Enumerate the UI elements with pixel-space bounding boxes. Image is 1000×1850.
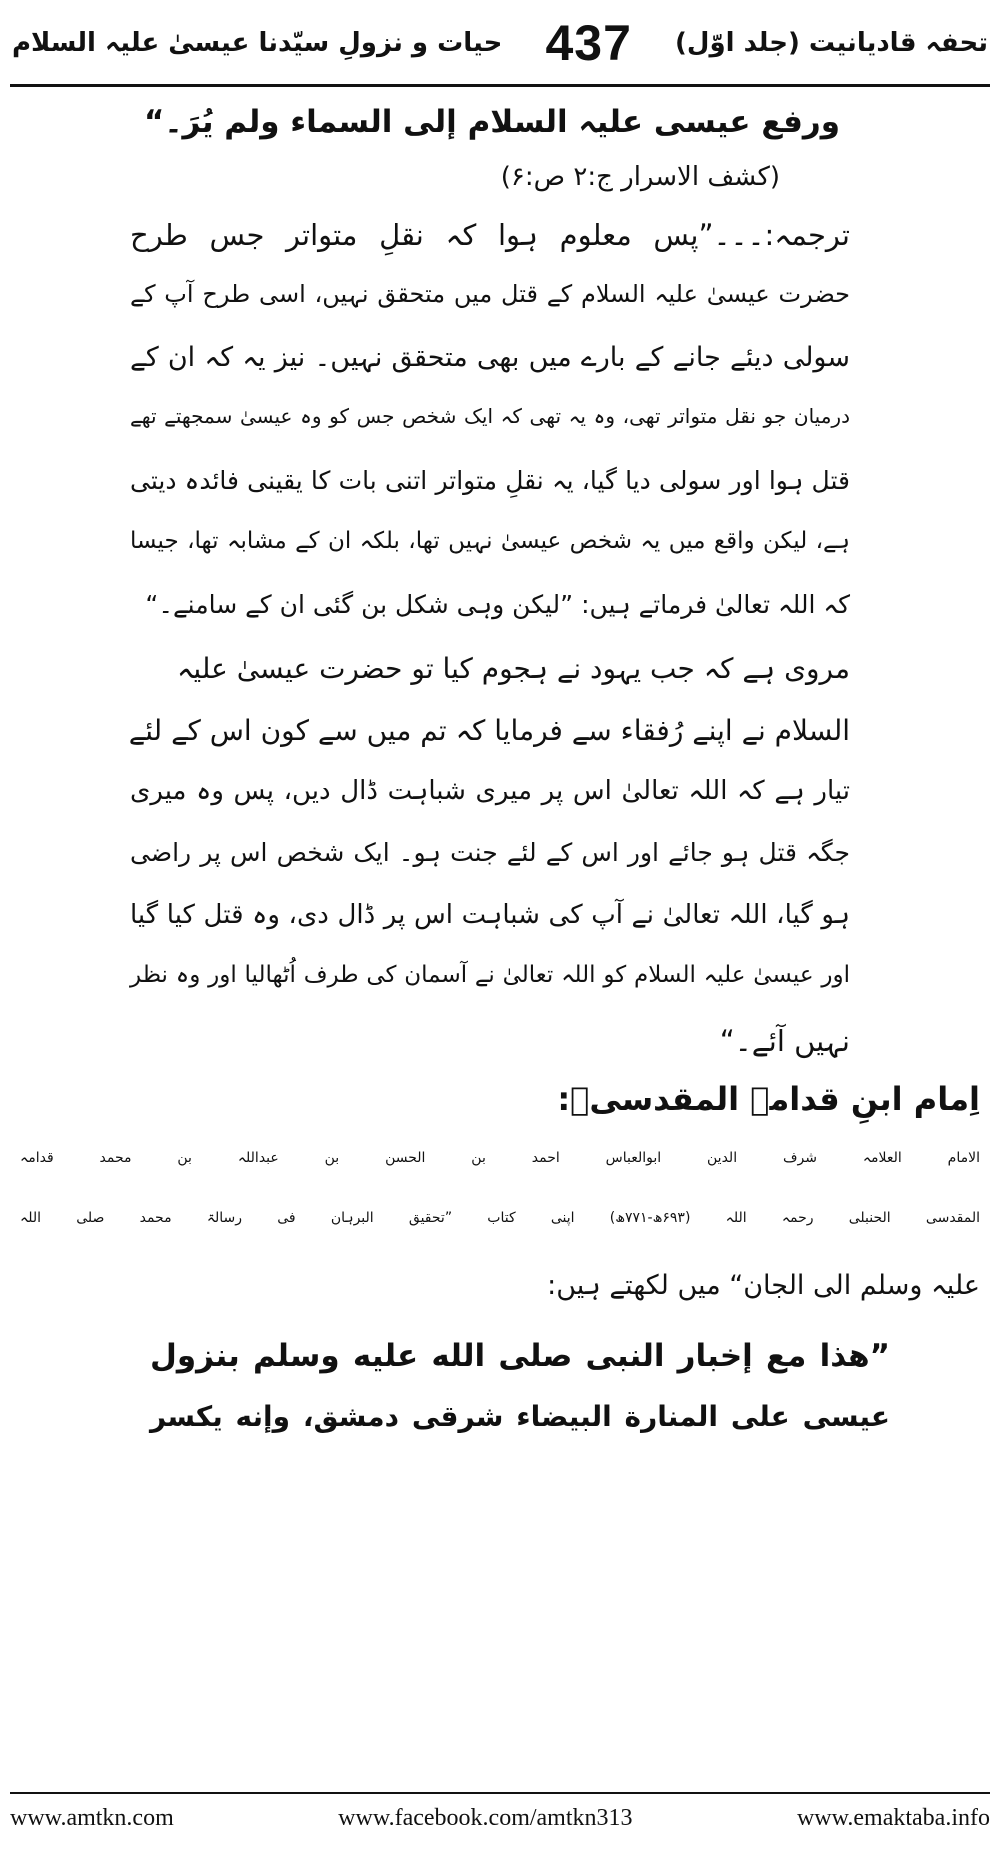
header-right-title: تحفہ قادیانیت (جلد اوّل): [675, 28, 988, 58]
arabic-quote-line: ”هذا مع إخبار النبی صلی الله علیه وسلم بنزول: [150, 1338, 890, 1374]
translation-line: مروی ہے کہ جب یہود نے ہجوم کیا تو حضرت عیسیٰ علیہ: [176, 652, 850, 685]
translation-line: السلام نے اپنے رُفقاء سے فرمایا کہ تم میں سے کون اس کے لئے: [128, 714, 850, 747]
intro-line: علیہ وسلم الی الجان“ میں لکھتے ہیں:: [547, 1270, 980, 1301]
intro-line: الامام العلامہ شرف الدین ابوالعباس احمد بن الحسن بن عبداللہ بن محمد قدامہ: [20, 1150, 980, 1166]
header-rule: [10, 84, 990, 87]
translation-line: قتل ہوا اور سولی دیا گیا، یہ نقلِ متواتر اتنی بات کا یقینی فائدہ دیتی: [130, 466, 850, 495]
translation-line: سولی دیئے جانے کے بارے میں بھی متحقق نہیں۔ نیز یہ کہ ان کے: [130, 342, 850, 373]
translation-line: حضرت عیسیٰ علیہ السلام کے قتل میں متحقق نہیں، اسی طرح آپ کے: [130, 280, 850, 308]
translation-line: ترجمہ:۔۔۔”پس معلوم ہوا کہ نقلِ متواتر جس طرح: [130, 218, 850, 252]
page-header: [12, 8, 988, 78]
page-number: 437: [545, 15, 632, 71]
footer-link-facebook: www.facebook.com/amtkn313: [338, 1804, 633, 1831]
translation-block: [130, 218, 850, 1118]
intro-line: المقدسی الحنبلی رحمہ اللہ (۶۹۳ھ-۷۷۱ھ) اپنی کتاب ”تحقیق البرہان فی رسالۃ محمد صلی اللہ: [20, 1210, 980, 1226]
translation-line: ہو گیا، اللہ تعالیٰ نے آپ کی شباہت اس پر ڈال دی، وہ قتل کیا گیا: [130, 900, 850, 930]
footer-rule: [10, 1792, 990, 1794]
arabic-line: ورفع عیسی علیہ السلام إلی السماء ولم یُرَ۔“: [144, 104, 840, 140]
page-footer: [10, 1798, 990, 1838]
translation-line: جگہ قتل ہو جائے اور اس کے لئے جنت ہو۔ ایک شخص اس پر راضی: [130, 838, 850, 867]
translation-line: تیار ہے کہ اللہ تعالیٰ اس پر میری شباہت ڈال دیں، پس وہ میری: [130, 776, 850, 806]
arabic-quote-line: عیسی علی المنارة البیضاء شرقی دمشق، وإنه یكسر: [150, 1400, 890, 1433]
section-heading: اِمام ابنِ قدامہ المقدسیؒ:: [557, 1080, 980, 1118]
translation-line: کہ اللہ تعالیٰ فرماتے ہیں: ”لیکن وہی شکل بن گئی ان کے سامنے۔“: [145, 590, 850, 619]
header-left-title: حیات و نزولِ سیّدنا عیسیٰ علیہ السلام: [12, 28, 503, 58]
footer-link-emaktaba: www.emaktaba.info: [796, 1804, 990, 1831]
footer-link-amtkn: www.amtkn.com: [10, 1804, 174, 1831]
translation-line: ہے، لیکن واقع میں یہ شخص عیسیٰ نہیں تھا، بلکہ ان کے مشابہ تھا، جیسا: [130, 528, 850, 554]
translation-line: نہیں آئے۔“: [719, 1024, 850, 1058]
translation-line: درمیان جو نقل متواتر تھی، وہ یہ تھی کہ ایک شخص جس کو وہ عیسیٰ سمجھتے تھے: [130, 404, 850, 428]
translation-line: اور عیسیٰ علیہ السلام کو اللہ تعالیٰ نے آسمان کی طرف اُٹھالیا اور وہ نظر: [130, 962, 850, 988]
page-content: [20, 90, 980, 1790]
reference: (کشف الاسرار ج:۲ ص:۶): [500, 162, 780, 192]
